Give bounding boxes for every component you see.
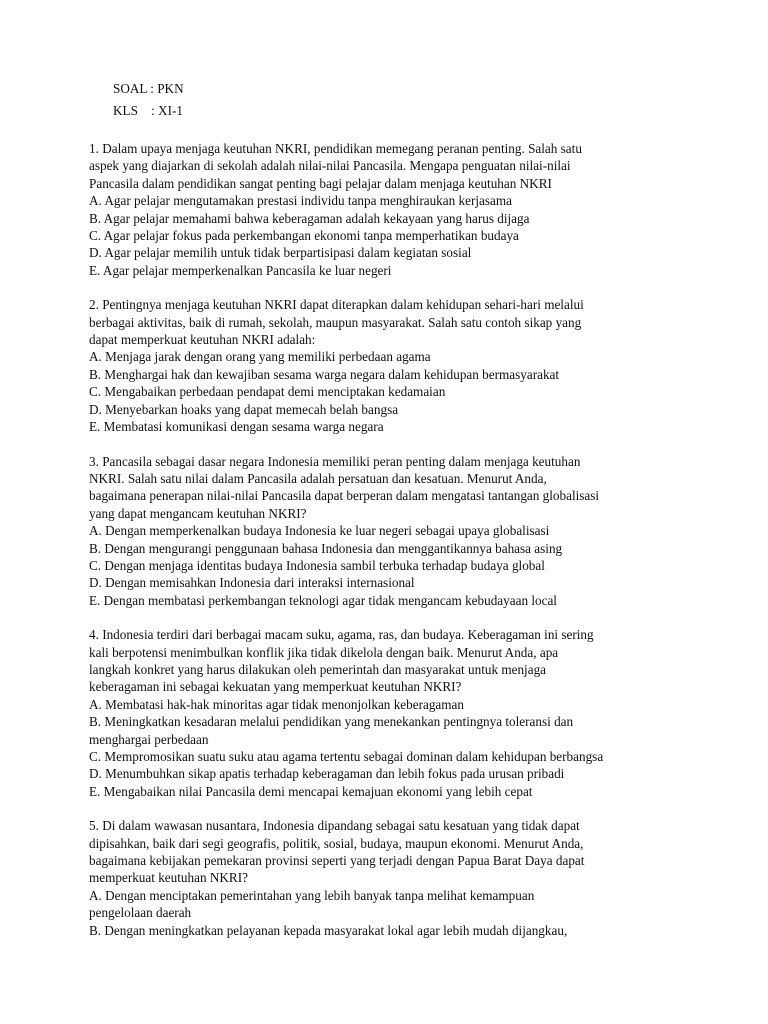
question-2 [89,296,689,435]
question-1 [89,140,689,279]
answer-option: A. Menjaga jarak dengan orang yang memiliki perbedaan agama [89,349,431,365]
question-stem-line: 5. Di dalam wawasan nusantara, Indonesia dipandang sebagai satu kesatuan yang tidak dapat [89,818,580,834]
answer-option: B. Dengan meningkatkan pelayanan kepada masyarakat lokal agar lebih mudah dijangkau, [89,922,568,938]
question-stem-line: 3. Pancasila sebagai dasar negara Indonesia memiliki peran penting dalam menjaga keutuhan [89,453,581,469]
question-5 [89,817,689,939]
answer-option: B. Menghargai hak dan kewajiban sesama warga negara dalam kehidupan bermasyarakat [89,366,560,382]
document-header [113,78,184,122]
question-stem-line: kali berpotensi menimbulkan konflik jika tidak dikelola dengan baik. Menurut Anda, apa [89,644,559,660]
answer-option: C. Dengan menjaga identitas budaya Indonesia sambil terbuka terhadap budaya global [89,557,545,573]
question-stem-line: berbagai aktivitas, baik di rumah, sekolah, maupun masyarakat. Salah satu contoh sikap yang [89,314,582,330]
answer-option: C. Mengabaikan perbedaan pendapat demi menciptakan kedamaian [89,384,446,400]
answer-option: C. Agar pelajar fokus pada perkembangan ekonomi tanpa memperhatikan budaya [89,228,519,244]
question-stem-line: dipisahkan, baik dari segi geografis, politik, sosial, budaya, maupun ekonomi. Menurut Anda, [89,835,584,851]
answer-option: D. Menumbuhkan sikap apatis terhadap keberagaman dan lebih fokus pada urusan pribadi [89,766,565,782]
answer-option: B. Dengan mengurangi penggunaan bahasa Indonesia dan menggantikannya bahasa asing [89,540,563,556]
answer-option: E. Agar pelajar memperkenalkan Pancasila ke luar negeri [89,262,392,278]
subject-line: SOAL : PKN [113,81,184,96]
answer-option: D. Menyebarkan hoaks yang dapat memecah belah bangsa [89,401,399,417]
answer-option: E. Mengabaikan nilai Pancasila demi mencapai kemajuan ekonomi yang lebih cepat [89,783,533,799]
question-stem-line: Pancasila dalam pendidikan sangat penting bagi pelajar dalam menjaga keutuhan NKRI [89,175,552,191]
question-stem-line: memperkuat keutuhan NKRI? [89,870,248,886]
answer-option: D. Agar pelajar memilih untuk tidak berpartisipasi dalam kegiatan sosial [89,245,472,261]
answer-option: A. Dengan memperkenalkan budaya Indonesia ke luar negeri sebagai upaya globalisasi [89,523,550,539]
question-stem-line: 4. Indonesia terdiri dari berbagai macam suku, agama, ras, dan budaya. Keberagaman ini sering [89,627,594,643]
answer-option: C. Mempromosikan suatu suku atau agama tertentu sebagai dominan dalam kehidupan berbangsa [89,749,604,764]
question-3 [89,453,689,610]
question-stem-line: bagaimana kebijakan pemekaran provinsi seperti yang terjadi dengan Papua Barat Daya dapat [89,853,585,869]
answer-option: E. Dengan membatasi perkembangan teknologi agar tidak mengancam kebudayaan local [89,592,557,608]
answer-option: E. Membatasi komunikasi dengan sesama warga negara [89,419,384,435]
question-stem-line: keberagaman ini sebagai kekuatan yang memperkuat keutuhan NKRI? [89,679,462,695]
question-stem-line: yang dapat mengancam keutuhan NKRI? [89,505,307,521]
question-stem-line: NKRI. Salah satu nilai dalam Pancasila adalah persatuan dan kesatuan. Menurut Anda, [89,470,547,486]
question-stem-line: dapat memperkuat keutuhan NKRI adalah: [89,332,316,348]
question-stem-line: 2. Pentingnya menjaga keutuhan NKRI dapat diterapkan dalam kehidupan sehari-hari melalui [89,297,584,313]
question-list [89,140,689,956]
answer-option: D. Dengan memisahkan Indonesia dari interaksi internasional [89,575,415,591]
question-4 [89,626,689,800]
question-stem-line: aspek yang diajarkan di sekolah adalah nilai-nilai Pancasila. Mengapa penguatan nilai-nilai [89,158,571,174]
answer-option: A. Dengan menciptakan pemerintahan yang lebih banyak tanpa melihat kemampuan pengelolaan daerah [89,887,535,921]
question-stem-line: bagaimana penerapan nilai-nilai Pancasila dapat berperan dalam mengatasi tantangan globalisasi [89,488,600,504]
question-stem-line: 1. Dalam upaya menjaga keutuhan NKRI, pendidikan memegang peranan penting. Salah satu [89,141,582,156]
answer-option: B. Agar pelajar memahami bahwa keberagaman adalah kekayaan yang harus dijaga [89,210,530,226]
class-line: KLS : XI-1 [113,103,183,118]
answer-option: A. Agar pelajar mengutamakan prestasi individu tanpa menghiraukan kerjasama [89,193,512,209]
question-stem-line: langkah konkret yang harus dilakukan oleh pemerintah dan masyarakat untuk menjaga [89,661,547,677]
answer-option: B. Meningkatkan kesadaran melalui pendidikan yang menekankan pentingnya toleransi dan menghargai perbedaan [89,714,574,747]
answer-option: A. Membatasi hak-hak minoritas agar tidak menonjolkan keberagaman [89,696,464,712]
